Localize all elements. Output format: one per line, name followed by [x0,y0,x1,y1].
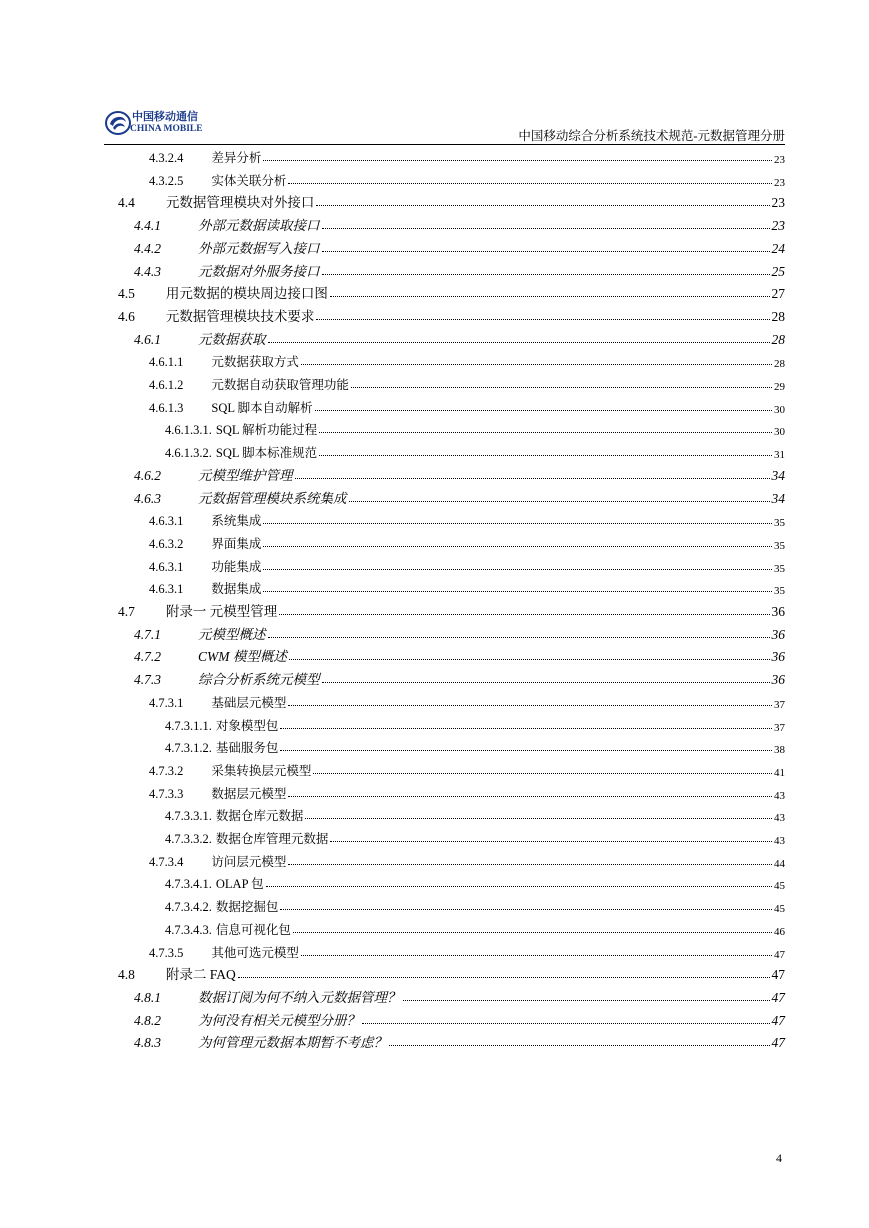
toc-entry[interactable] [104,280,785,302]
toc-leader-dots [362,1023,770,1024]
toc-entry[interactable] [104,689,785,711]
toc-entry-title: 外部元数据写入接口 [198,240,320,256]
toc-entry-title: 元数据自动获取管理功能 [211,378,349,392]
toc-leader-dots [316,319,769,320]
toc-entry-page: 41 [774,766,785,779]
toc-entry-page: 47 [771,989,785,1005]
toc-entry-number: 4.7.3.3.1. [165,809,212,824]
toc-entry-page: 45 [774,903,785,916]
toc-entry-title: 基础服务包 [215,741,279,756]
toc-entry[interactable] [104,598,785,620]
toc-entry[interactable] [104,961,785,983]
toc-entry-number: 4.8 [118,967,135,983]
toc-entry-title: 界面集成 [211,536,262,551]
toc-entry[interactable] [104,530,785,552]
toc-entry-page: 31 [774,449,785,462]
toc-entry-number: 4.7.3.5 [149,945,184,960]
toc-entry-number: 4.6.3.1 [149,582,184,597]
toc-entry-page: 30 [774,403,785,416]
toc-entry-page: 45 [774,880,785,893]
toc-entry-title: 元数据管理模块对外接口 [165,195,315,211]
toc-entry-page: 43 [774,835,785,847]
toc-entry-page: 43 [774,812,785,825]
toc-entry-page: 34 [771,490,785,506]
toc-entry[interactable] [104,712,785,734]
toc-entry-title: 访问层元模型 [211,854,287,869]
toc-entry-page: 44 [774,857,785,870]
toc-leader-dots [322,251,770,252]
toc-entry[interactable] [104,462,785,484]
toc-leader-dots [330,296,770,297]
toc-entry[interactable] [104,643,785,665]
toc-leader-dots [288,864,772,865]
toc-entry-title: 元数据获取方式 [211,355,299,370]
toc-entry-page: 35 [774,539,785,552]
toc-entry-title: 附录二 FAQ [165,967,236,983]
toc-leader-dots [266,886,772,887]
toc-entry[interactable] [104,825,785,847]
toc-entry-number: 4.4.3 [134,263,161,279]
toc-entry[interactable] [104,235,785,257]
toc-leader-dots [279,614,769,615]
toc-entry[interactable] [104,348,785,370]
toc-leader-dots [263,569,772,570]
toc-entry-title: 实体关联分析 [211,173,287,188]
toc-entry-title: 为何管理元数据本期暂不考虑？ [198,1035,387,1051]
toc-entry[interactable] [104,575,785,597]
toc-entry-title: 附录一 元模型管理 [165,604,278,619]
toc-leader-dots [280,728,772,729]
toc-leader-dots [288,183,772,184]
toc-leader-dots [330,841,772,842]
toc-entry-number: 4.3.2.5 [149,173,184,188]
toc-entry-page: 23 [774,154,785,166]
toc-entry-number: 4.6.1.3.2. [165,446,212,461]
toc-leader-dots [288,796,772,797]
toc-entry-title: 元数据管理模块系统集成 [198,490,347,506]
toc-entry[interactable] [104,303,785,325]
toc-entry-number: 4.7.2 [134,649,161,665]
toc-entry-number: 4.7.3.3 [149,786,184,801]
toc-leader-dots [238,977,770,978]
toc-entry-number: 4.6.1.2 [149,378,184,392]
toc-entry-number: 4.4 [118,195,135,211]
toc-entry-number: 4.7 [118,604,135,619]
toc-entry-title: 数据层元模型 [211,786,287,801]
toc-entry-title: 外部元数据读取接口 [198,218,320,234]
toc-entry-number: 4.7.3.4 [149,854,184,869]
toc-entry[interactable] [104,870,785,892]
toc-leader-dots [305,818,772,819]
toc-entry-title: 用元数据的模块周边接口图 [165,286,328,302]
toc-entry-page: 43 [774,789,785,802]
toc-entry-page: 47 [771,1012,785,1028]
toc-entry-page: 24 [771,240,785,256]
toc-entry-page: 38 [774,744,785,757]
toc-entry[interactable] [104,802,785,824]
toc-entry-page: 36 [771,626,785,642]
toc-entry-title: 其他可选元模型 [211,945,299,960]
page-header [104,104,785,144]
toc-entry-title: 信息可视化包 [215,922,291,937]
toc-entry[interactable] [104,984,785,1006]
toc-entry-title: 数据挖掘包 [215,900,279,915]
toc-entry[interactable] [104,326,785,348]
toc-entry-page: 25 [771,263,785,279]
toc-entry-title: 基础层元模型 [211,695,287,710]
toc-entry-title: 元模型概述 [198,626,266,642]
toc-leader-dots [268,637,770,638]
toc-entry-number: 4.7.3.3.2. [165,832,212,846]
toc-entry-number: 4.7.1 [134,626,161,642]
toc-leader-dots [289,659,770,660]
toc-entry-page: 37 [774,698,785,711]
toc-entry-page: 46 [774,925,785,938]
toc-entry-page: 34 [771,467,785,483]
toc-entry-page: 35 [774,585,785,598]
toc-entry-page: 35 [774,517,785,530]
toc-entry-page: 47 [771,1035,785,1051]
toc-entry-title: 对象模型包 [215,718,279,733]
toc-leader-dots [295,478,770,479]
toc-entry-page: 37 [774,721,785,734]
toc-entry-number: 4.5 [118,286,135,302]
toc-entry[interactable] [104,780,785,802]
toc-entry-page: 23 [771,218,785,234]
page-number: 4 [776,1151,782,1165]
toc-entry[interactable] [104,734,785,756]
toc-entry-title: 元模型维护管理 [198,467,293,483]
toc-entry-number: 4.7.3.4.2. [165,900,212,915]
toc-entry-title: SQL 脚本标准规范 [215,446,318,461]
toc-entry-number: 4.6.3 [134,490,161,506]
toc-entry-page: 35 [774,562,785,575]
toc-leader-dots [322,274,770,275]
toc-entry[interactable] [104,1007,785,1029]
toc-entry[interactable] [104,507,785,529]
toc-entry-number: 4.3.2.4 [149,151,184,165]
toc-entry-title: 差异分析 [211,151,262,165]
toc-entry-title: 数据订阅为何不纳入元数据管理？ [198,989,401,1005]
toc-entry-title: 综合分析系统元模型 [198,672,320,688]
toc-entry-title: SQL 解析功能过程 [215,423,318,438]
toc-entry-title: 数据集成 [211,582,262,597]
toc-leader-dots [315,410,772,411]
toc-leader-dots [293,932,772,933]
toc-entry-page: 27 [771,286,785,302]
toc-leader-dots [280,750,772,751]
toc-entry-title: 系统集成 [211,514,262,529]
toc-entry-number: 4.6.3.1 [149,559,184,574]
toc-entry[interactable] [104,757,785,779]
logo-text-en: CHINA MOBILE [130,124,203,134]
toc-entry-page: 23 [774,176,785,189]
toc-entry[interactable] [104,258,785,280]
china-mobile-logo-icon [104,108,132,136]
toc-leader-dots [268,342,770,343]
toc-leader-dots [316,205,769,206]
toc-entry-page: 29 [774,381,785,393]
toc-entry-page: 30 [774,426,785,439]
toc-entry-number: 4.6.1.1 [149,355,184,370]
toc-leader-dots [301,364,772,365]
toc-entry[interactable] [104,167,785,189]
toc-entry-number: 4.8.1 [134,989,161,1005]
toc-entry[interactable] [104,916,785,938]
toc-entry-number: 4.4.1 [134,218,161,234]
toc-entry-title: 为何没有相关元模型分册？ [198,1012,360,1028]
toc-entry-title: 元数据获取 [198,331,266,347]
toc-entry[interactable] [104,394,785,416]
toc-entry[interactable] [104,893,785,915]
toc-leader-dots [351,387,772,388]
toc-leader-dots [301,955,772,956]
toc-entry[interactable] [104,371,785,393]
toc-entry-number: 4.7.3 [134,672,161,688]
toc-entry-number: 4.7.3.1.1. [165,718,212,733]
toc-leader-dots [319,432,772,433]
toc-entry[interactable] [104,439,785,461]
china-mobile-logo [104,106,214,140]
toc-entry-page: 47 [774,948,785,961]
toc-entry-title: 功能集成 [211,559,262,574]
toc-entry[interactable] [104,666,785,688]
toc-entry[interactable] [104,144,785,166]
toc-entry-title: 元数据对外服务接口 [198,263,320,279]
toc-leader-dots [322,682,770,683]
toc-leader-dots [322,228,770,229]
toc-entry-number: 4.6.3.2 [149,536,184,551]
toc-entry-title: CWM 模型概述 [198,649,287,665]
toc-entry-number: 4.7.3.2 [149,763,184,778]
toc-leader-dots [263,546,772,547]
toc-leader-dots [280,909,772,910]
toc-entry-page: 23 [771,195,785,211]
toc-entry-number: 4.6.1.3 [149,400,184,415]
toc-entry[interactable] [104,212,785,234]
toc-entry-page: 28 [771,331,785,347]
toc-entry-number: 4.6.1 [134,331,161,347]
toc-entry[interactable] [104,1029,785,1051]
toc-entry-page: 36 [771,649,785,665]
toc-leader-dots [313,773,772,774]
toc-entry-number: 4.6 [118,308,135,324]
document-title: 中国移动综合分析系统技术规范-元数据管理分册 [518,129,785,143]
toc-entry-page: 28 [774,358,785,371]
toc-entry-page: 36 [771,604,785,619]
toc-entry-title: 数据仓库管理元数据 [215,832,329,846]
toc-entry-page: 36 [771,672,785,688]
toc-entry-page: 28 [771,308,785,324]
toc-leader-dots [288,705,772,706]
toc-entry-number: 4.8.2 [134,1012,161,1028]
toc-leader-dots [349,501,770,502]
toc-entry[interactable] [104,939,785,961]
toc-entry[interactable] [104,189,785,211]
toc-entry-number: 4.7.3.4.1. [165,877,212,892]
toc-entry[interactable] [104,485,785,507]
toc-entry[interactable] [104,553,785,575]
toc-entry[interactable] [104,416,785,438]
toc-leader-dots [263,160,772,161]
toc-leader-dots [263,591,772,592]
toc-entry-title: 数据仓库元数据 [215,809,304,824]
toc-leader-dots [403,1000,770,1001]
toc-entry-page: 47 [771,967,785,983]
toc-leader-dots [263,523,772,524]
toc-entry-number: 4.6.2 [134,467,161,483]
logo-text-cn: 中国移动通信 [132,110,198,123]
toc-entry[interactable] [104,621,785,643]
toc-entry-title: 采集转换层元模型 [211,763,312,778]
toc-entry-title: OLAP 包 [215,877,264,892]
toc-entry[interactable] [104,848,785,870]
toc-leader-dots [319,455,772,456]
toc-leader-dots [389,1045,770,1046]
toc-entry-title: SQL 脚本自动解析 [211,400,313,415]
toc-entry-number: 4.6.3.1 [149,514,184,529]
toc-entry-number: 4.7.3.4.3. [165,922,212,937]
toc-entry-number: 4.4.2 [134,240,161,256]
toc-entry-number: 4.6.1.3.1. [165,423,212,438]
toc-entry-number: 4.7.3.1 [149,695,184,710]
toc-entry-title: 元数据管理模块技术要求 [165,308,315,324]
toc-entry-number: 4.7.3.1.2. [165,741,212,756]
toc-entry-number: 4.8.3 [134,1035,161,1051]
